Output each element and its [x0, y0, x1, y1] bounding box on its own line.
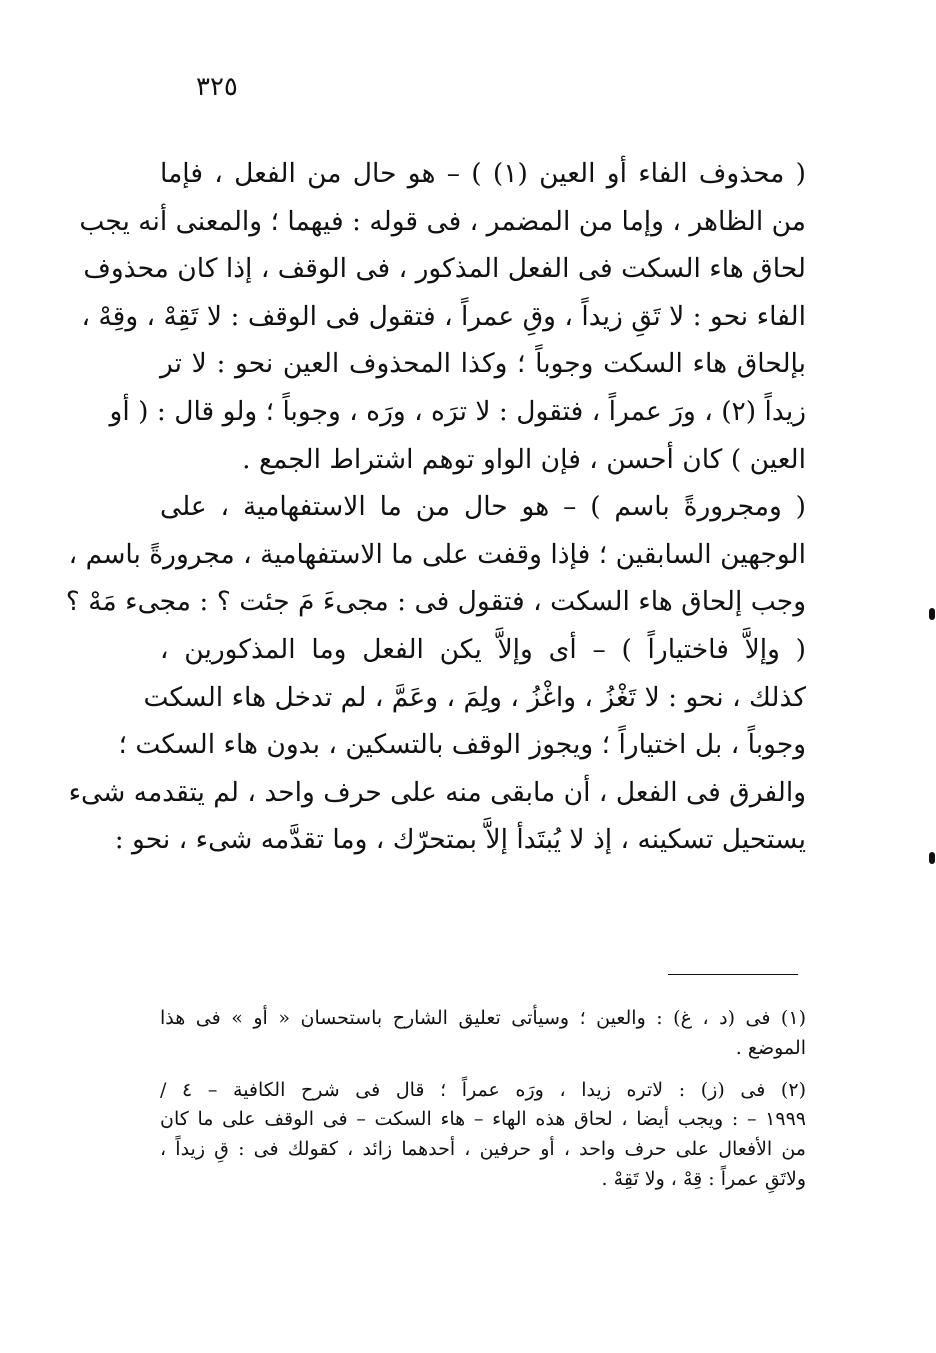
- footnote-2: [160, 1076, 806, 1195]
- footnote-line: (٢) فى (ز) : لاتره زيدا ، ورَه عمراً ؛ قال فى شرح الكافية – ٤ /: [160, 1078, 806, 1101]
- text-line: ( ومجرورةً باسم ) – هو حال من ما الاستفهامية ، على: [160, 491, 806, 523]
- text-line: ( محذوف الفاء أو العين (١) ) – هو حال من الفعل ، فإما: [160, 158, 806, 189]
- text-line: والفرق فى الفعل ، أن مابقى منه على حرف واحد ، لم يتقدمه شىء: [68, 776, 806, 808]
- footnotes: [160, 1004, 806, 1195]
- footnote-line: ولاتَقِ عمراً : قِهْ ، ولا تَقِهْ .: [601, 1167, 806, 1190]
- text-line: كذلك ، نحو : لا تَغْزُ ، واغْزُ ، ولِمَ ، وعَمَّ ، لم تدخل هاء السكت: [143, 681, 806, 713]
- text-line: العين ) كان أحسن ، فإن الواو توهم اشتراط الجمع .: [242, 443, 806, 475]
- text-line: الوجهين السابقين ؛ فإذا وقفت على ما الاستفهامية ، مجرورةً باسم ،: [68, 538, 806, 570]
- text-line: وجب إلحاق هاء السكت ، فتقول فى : مجىءَ مَ جئت ؟ : مجىء مَهْ ؟: [65, 586, 806, 618]
- footnote-divider: [668, 974, 798, 975]
- footnote-line: الموضع .: [735, 1036, 806, 1059]
- footnote-line: ١٩٩٩ – : ويجب أيضا ، لحاق هذه الهاء – هاء السكت – فى الوقف على ما كان: [160, 1108, 806, 1131]
- text-line: زيداً (٢) ، ورَ عمراً ، فتقول : لا ترَه ، ورَه ، وجوباً ؛ ولو قال : ( أو: [109, 395, 806, 427]
- text-line: بإلحاق هاء السكت وجوباً ؛ وكذا المحذوف العين نحو : لا تر: [160, 348, 806, 380]
- text-line: يستحيل تسكينه ، إذ لا يُبتَدأ إلاَّ بمتحرّك ، وما تقدَّمه شىء ، نحو :: [114, 824, 806, 856]
- text-line: الفاء نحو : لا تَقِ زيداً ، وقِ عمراً ، فتقول فى الوقف : لا تَقِهْ ، وقِهْ ،: [81, 300, 806, 332]
- text-line: وجوباً ، بل اختياراً ؛ ويجوز الوقف بالتسكين ، بدون هاء السكت ؛: [118, 729, 806, 761]
- footnote-1: [160, 1004, 806, 1064]
- margin-mark: [929, 608, 935, 620]
- margin-mark: [929, 852, 935, 864]
- text-line: ( وإلاَّ فاختياراً ) – أى وإلاَّ يكن الفعل وما المذكورين ،: [160, 633, 806, 665]
- footnote-line: من الأفعال على حرف واحد ، أو حرفين ، أحدهما زائد ، كقولك فى : قِ زيداً ،: [160, 1138, 806, 1161]
- footnote-line: (١) فى (د ، غ) : والعين ؛ وسيأتى تعليق الشارح باستحسان « أو » فى هذا: [160, 1007, 806, 1029]
- text-line: من الظاهر ، وإما من المضمر ، فى قوله : فيهما ؛ والمعنى أنه يجب: [79, 205, 806, 237]
- main-text: [65, 150, 806, 864]
- page-number: ٣٢٥: [196, 72, 238, 102]
- text-line: لحاق هاء السكت فى الفعل المذكور ، فى الوقف ، إذا كان محذوف: [83, 253, 806, 285]
